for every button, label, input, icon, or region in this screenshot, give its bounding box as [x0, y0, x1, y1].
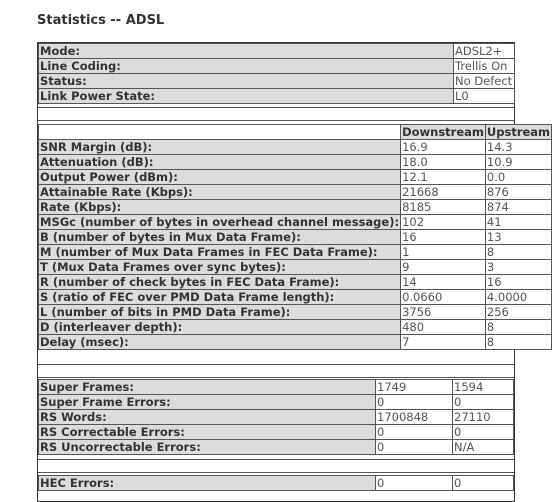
stat-label: Output Power (dBm): [39, 170, 401, 185]
upstream-value: 10.9 [485, 155, 551, 170]
upstream-value: 27110 [453, 410, 514, 425]
partial-stats-table [38, 475, 514, 491]
downstream-value: 3756 [401, 305, 486, 320]
table-row [39, 476, 514, 491]
downstream-value: 0 [376, 440, 453, 455]
stat-label: RS Uncorrectable Errors: [39, 440, 376, 455]
upstream-value: 0 [453, 476, 514, 491]
spacer-row [38, 364, 514, 378]
upstream-value: 3 [485, 260, 551, 275]
upstream-value: 256 [485, 305, 551, 320]
upstream-value: 876 [485, 185, 551, 200]
stat-label: L (number of bits in PMD Data Frame): [39, 305, 401, 320]
line-coding-label: Line Coding: [39, 59, 454, 74]
table-row [39, 425, 514, 440]
upstream-value: 8 [485, 320, 551, 335]
downstream-value: 480 [401, 320, 486, 335]
stat-label: MSGc (number of bytes in overhead channel message): [40, 215, 400, 229]
table-row [39, 230, 552, 245]
table-row [39, 89, 515, 104]
table-row [39, 170, 552, 185]
link-power-state-value: L0 [454, 89, 515, 104]
mode-value: ADSL2+ [454, 44, 515, 59]
table-row [39, 155, 552, 170]
downstream-value: 1 [401, 245, 486, 260]
status-value: No Defect [454, 74, 515, 89]
table-row [39, 290, 552, 305]
stat-label: RS Correctable Errors: [39, 425, 376, 440]
upstream-value: 41 [485, 215, 551, 230]
link-power-state-label: Link Power State: [39, 89, 454, 104]
upstream-value: 16 [485, 275, 551, 290]
stat-label: B (number of bytes in Mux Data Frame): [39, 230, 401, 245]
frame-stats-table [38, 379, 514, 455]
downstream-value: 9 [401, 260, 486, 275]
line-coding-value: Trellis On [454, 59, 515, 74]
line-stats-body [39, 140, 552, 350]
downstream-value: 21668 [401, 185, 486, 200]
table-row [39, 44, 515, 59]
downstream-value: 0 [376, 425, 453, 440]
downstream-value: 7 [401, 335, 486, 350]
line-stats-table [38, 124, 552, 350]
downstream-value: 0 [376, 476, 453, 491]
upstream-header: Upstream [486, 125, 551, 139]
summary-table [38, 43, 515, 104]
stat-label: HEC Errors: [39, 476, 376, 491]
downstream-value: 0 [376, 395, 453, 410]
downstream-value: 1749 [376, 380, 453, 395]
stat-label: Rate (Kbps): [39, 200, 401, 215]
stat-label: T (Mux Data Frames over sync bytes): [39, 260, 401, 275]
table-row [39, 260, 552, 275]
table-header-row [39, 125, 552, 140]
table-row [39, 380, 514, 395]
stat-label: S (ratio of FEC over PMD Data Frame length): [39, 290, 401, 305]
upstream-value: 0.0 [485, 170, 551, 185]
upstream-value: 14.3 [485, 140, 551, 155]
page-title: Statistics -- ADSL [37, 13, 165, 28]
stat-label: Super Frame Errors: [39, 395, 376, 410]
header-blank [39, 125, 401, 140]
spacer-row [38, 459, 514, 473]
downstream-value: 18.0 [401, 155, 486, 170]
stat-label: M (number of Mux Data Frames in FEC Data Frame): [39, 245, 401, 260]
table-row [39, 440, 514, 455]
table-row [39, 275, 552, 290]
table-row [39, 59, 515, 74]
table-row [39, 185, 552, 200]
status-label: Status: [39, 74, 454, 89]
table-row [39, 395, 514, 410]
table-row [39, 245, 552, 260]
stat-label: Attainable Rate (Kbps): [39, 185, 401, 200]
downstream-value: 12.1 [401, 170, 486, 185]
stat-label: SNR Margin (dB): [39, 140, 401, 155]
downstream-value: 16 [401, 230, 486, 245]
upstream-value: 13 [485, 230, 551, 245]
frame-stats-body [39, 380, 514, 455]
stat-label: Super Frames: [39, 380, 376, 395]
stat-label: Delay (msec): [39, 335, 401, 350]
table-row [39, 140, 552, 155]
partial-stats-body [39, 476, 514, 491]
table-row [39, 320, 552, 335]
downstream-value: 1700848 [376, 410, 453, 425]
upstream-value: 4.0000 [485, 290, 551, 305]
upstream-value: 0 [453, 395, 514, 410]
downstream-value: 0.0660 [401, 290, 486, 305]
stat-label: Attenuation (dB): [39, 155, 401, 170]
downstream-header: Downstream [402, 125, 484, 139]
upstream-value: N/A [453, 440, 514, 455]
stat-label: D (interleaver depth): [39, 320, 401, 335]
table-row [39, 215, 552, 230]
upstream-value: 874 [485, 200, 551, 215]
table-row [39, 305, 552, 320]
downstream-value: 16.9 [401, 140, 486, 155]
stat-label: R (number of check bytes in FEC Data Frame): [39, 275, 401, 290]
table-row [39, 200, 552, 215]
stat-label: RS Words: [39, 410, 376, 425]
spacer-row [38, 107, 514, 121]
upstream-value: 8 [485, 335, 551, 350]
upstream-value: 0 [453, 425, 514, 440]
downstream-value: 14 [401, 275, 486, 290]
mode-label: Mode: [39, 44, 454, 59]
upstream-value: 1594 [453, 380, 514, 395]
downstream-value: 102 [401, 215, 486, 230]
table-row [39, 410, 514, 425]
upstream-value: 8 [485, 245, 551, 260]
table-row [39, 74, 515, 89]
downstream-value: 8185 [401, 200, 486, 215]
table-row [39, 335, 552, 350]
